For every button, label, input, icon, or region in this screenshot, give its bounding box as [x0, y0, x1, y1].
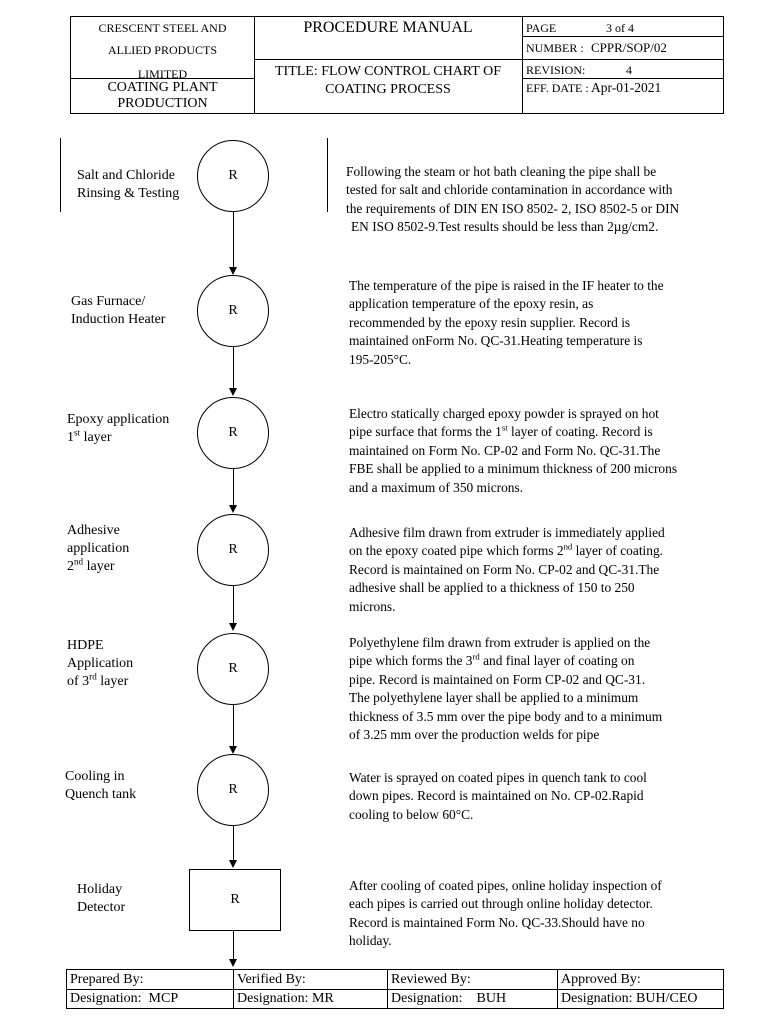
step-description: Polyethylene film drawn from extruder is applied on the pipe which forms the 3rd and final layer of coating on pipe. Record is maintained on Form CP-02 and QC-31. The polyethylene layer shall be applied to a minimum thickness of 3.5 mm over the pipe body and to a minimum of 3.25 mm over the production welds for pipe: [349, 635, 663, 743]
arrow-down-icon: [229, 388, 237, 396]
eff-date-value: Apr-01-2021: [591, 80, 662, 95]
step-node-box: R: [189, 869, 281, 931]
step-description: Adhesive film drawn from extruder is immediately applied on the epoxy coated pipe which forms 2nd layer of coating. Record is maintained on Form No. CP-02 and QC-31.The adhesive shall be applied to a thickness of 150 to 250 microns.: [349, 525, 665, 614]
arrow-down-icon: [229, 623, 237, 631]
arrow-down-icon: [229, 505, 237, 513]
connector-line: [233, 931, 234, 961]
step-description: The temperature of the pipe is raised in the IF heater to the application temperature of the epoxy resin, as recommended by the epoxy resin supplier. Record is maintained onForm No. QC-31.Heating temperature is 195-205°C.: [349, 278, 664, 367]
step-node-circle: R: [197, 140, 269, 212]
approval-footer: [66, 969, 724, 1009]
right-margin-rule: [327, 138, 328, 212]
page-value: 3 of 4: [606, 21, 634, 35]
connector-line: [233, 212, 234, 269]
arrow-down-icon: [229, 746, 237, 754]
prepared-by-label: Prepared By:: [70, 972, 144, 987]
step-node-circle: R: [197, 633, 269, 705]
step-label-salt-chloride: Salt and Chloride Rinsing & Testing: [77, 168, 180, 201]
number-label: NUMBER :: [526, 41, 584, 55]
step-label-hdpe: HDPE Application of 3rd layer: [67, 638, 134, 689]
reviewed-by-label: Reviewed By:: [391, 972, 471, 987]
prepared-designation: Designation: MCP: [70, 991, 179, 1006]
step-description: After cooling of coated pipes, online holiday inspection of each pipes is carried out through online holiday detector. Record is maintained Form No. QC-33.Should have no holiday.: [349, 878, 662, 949]
approved-designation: Designation: BUH/CEO: [561, 991, 698, 1006]
connector-line: [233, 347, 234, 390]
eff-date-label: EFF. DATE :: [526, 81, 589, 95]
step-node-circle: R: [197, 514, 269, 586]
step-label-adhesive: Adhesive application 2nd layer: [67, 523, 130, 574]
connector-line: [233, 586, 234, 625]
revision-value: 4: [626, 63, 632, 77]
connector-line: [233, 469, 234, 507]
connector-line: [233, 826, 234, 862]
step-node-circle: R: [197, 754, 269, 826]
approved-by-label: Approved By:: [561, 972, 641, 987]
step-label-holiday: Holiday Detector: [77, 882, 126, 915]
document-header: [70, 16, 724, 114]
arrow-down-icon: [229, 959, 237, 967]
revision-label: REVISION:: [526, 63, 586, 77]
step-description: Water is sprayed on coated pipes in quench tank to cool down pipes. Record is maintained on No. CP-02.Rapid cooling to below 60°C.: [349, 770, 647, 822]
step-label-epoxy: Epoxy application 1st layer: [67, 412, 170, 445]
step-label-gas-furnace: Gas Furnace/ Induction Heater: [71, 294, 166, 327]
number-value: CPPR/SOP/02: [591, 40, 667, 55]
verified-designation: Designation: MR: [237, 991, 334, 1006]
page-label: PAGE: [526, 21, 557, 35]
step-description: Electro statically charged epoxy powder is sprayed on hot pipe surface that forms the 1st layer of coating. Record is maintained on Form No. CP-02 and Form No. QC-31.The FBE shall be applied to a minimum thickness of 200 microns and a maximum of 350 microns.: [349, 406, 678, 495]
manual-title: PROCEDURE MANUAL: [303, 19, 473, 36]
connector-line: [233, 705, 234, 748]
left-margin-rule: [60, 138, 61, 212]
step-node-circle: R: [197, 275, 269, 347]
step-description: Following the steam or hot bath cleaning the pipe shall be tested for salt and chloride contamination in accordance with the requirements of DIN EN ISO 8502- 2, ISO 8502-5 or DIN EN ISO 8502-9.Test results should be less than 2µg/cm2.: [346, 164, 680, 235]
arrow-down-icon: [229, 860, 237, 868]
verified-by-label: Verified By:: [237, 972, 306, 987]
department-name: COATING PLANT PRODUCTION: [107, 80, 218, 111]
step-node-circle: R: [197, 397, 269, 469]
arrow-down-icon: [229, 267, 237, 275]
reviewed-designation: Designation: BUH: [391, 991, 507, 1006]
company-name: CRESCENT STEEL AND ALLIED PRODUCTS LIMITED: [98, 21, 227, 81]
document-title: TITLE: FLOW CONTROL CHART OF COATING PROCESS: [274, 64, 501, 97]
step-label-cooling: Cooling in Quench tank: [65, 769, 137, 802]
